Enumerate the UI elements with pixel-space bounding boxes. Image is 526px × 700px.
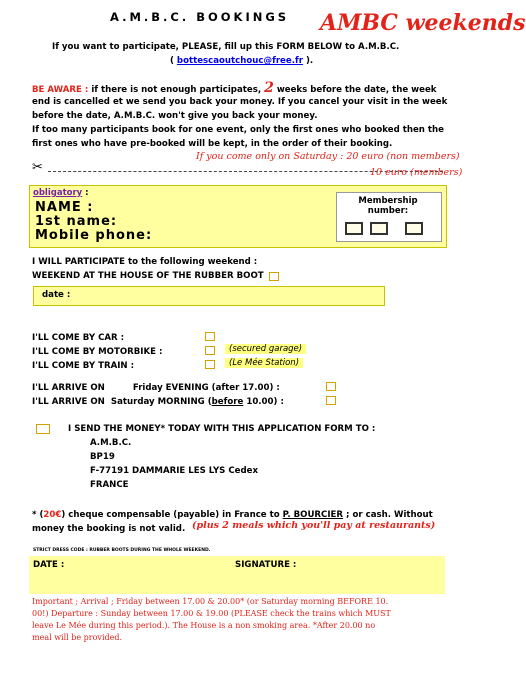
- important-line-4: meal will be provided.: [32, 633, 123, 642]
- motorbike-note: (secured garage): [225, 344, 306, 354]
- signature-field-label[interactable]: SIGNATURE :: [235, 560, 297, 570]
- membership-label: Membership number:: [358, 196, 418, 216]
- car-checkbox[interactable]: [205, 332, 215, 341]
- address-line-2: BP19: [90, 452, 115, 462]
- handwritten-title: AMBC weekends: [320, 10, 526, 36]
- address-line-3: F-77191 DAMMARIE LES LYS Cedex: [90, 466, 259, 476]
- dress-code: STRICT DRESS CODE : RUBBER BOOTS DURING THE WHOLE WEEKEND.: [33, 548, 211, 553]
- notice-line-5: first ones who have pre-booked will be kept, in the order of their booking.: [32, 139, 393, 149]
- date-label: date :: [42, 290, 71, 300]
- notice-line-1: BE AWARE : if there is not enough participates, 2 weeks before the date, the week: [32, 80, 437, 96]
- weekend-label: WEEKEND AT THE HOUSE OF THE RUBBER BOOT: [32, 271, 264, 281]
- date-field[interactable]: [33, 286, 385, 306]
- important-line-2: 00!) Departure : Sunday between 17.00 & 19.00 (PLEASE check the trains which MUST: [32, 609, 391, 618]
- notice-line-4: If too many participants book for one event, only the first ones who booked then the: [32, 125, 444, 135]
- motorbike-checkbox[interactable]: [205, 346, 215, 355]
- membership-digit-3[interactable]: [405, 222, 423, 235]
- payment-line-1: * (20€) cheque compensable (payable) in France to P. BOURCIER ; or cash. Without: [32, 510, 433, 520]
- obligatory-label: obligatory :: [33, 188, 89, 198]
- page-title: A.M.B.C. BOOKINGS: [110, 10, 290, 24]
- weeks-number: 2: [264, 80, 274, 96]
- mobile-phone-field[interactable]: Mobile phone:: [35, 228, 153, 243]
- name-field[interactable]: NAME :: [35, 200, 94, 215]
- arrive-saturday-label: I'LL ARRIVE ON Saturday MORNING (before 10.00) :: [32, 397, 284, 407]
- saturday-checkbox[interactable]: [326, 396, 336, 405]
- price-saturday: If you come only on Saturday : 20 euro (non members): [196, 151, 460, 162]
- train-label: I'LL COME BY TRAIN :: [32, 361, 135, 371]
- car-label: I'LL COME BY CAR :: [32, 333, 125, 343]
- membership-digit-1[interactable]: [345, 222, 363, 235]
- motorbike-label: I'LL COME BY MOTORBIKE :: [32, 347, 163, 357]
- weekend-checkbox[interactable]: [269, 272, 279, 281]
- date-field-label[interactable]: DATE :: [33, 560, 65, 570]
- meals-note: (plus 2 meals which you'll pay at restaurants): [192, 520, 436, 531]
- important-line-1: Important ; Arrival ; Friday between 17.00 & 20.00* (or Saturday morning BEFORE 10.: [32, 597, 389, 606]
- payment-amount: 20€: [43, 510, 62, 520]
- email-link[interactable]: bottescaoutchouc@free.fr: [176, 56, 303, 66]
- train-checkbox[interactable]: [205, 360, 215, 369]
- address-line-1: A.M.B.C.: [90, 438, 132, 448]
- address-line-4: FRANCE: [90, 480, 129, 490]
- first-name-field[interactable]: 1st name:: [35, 214, 118, 229]
- money-checkbox[interactable]: [36, 424, 50, 434]
- money-line: I SEND THE MONEY* TODAY WITH THIS APPLICATION FORM TO :: [68, 424, 376, 434]
- be-aware-label: BE AWARE :: [32, 85, 89, 95]
- notice-line-3: before the date, A.M.B.C. won't give you back your money.: [32, 111, 318, 121]
- train-note: (Le Mée Station): [225, 358, 303, 368]
- scissors-icon: ✂: [32, 160, 43, 175]
- membership-digit-2[interactable]: [370, 222, 388, 235]
- intro-email-line: ( bottescaoutchouc@free.fr ).: [170, 56, 314, 66]
- participate-line: I WILL PARTICIPATE to the following weekend :: [32, 257, 258, 267]
- notice-line-2: end is cancelled et we send you back your money. If you cancel your visit in the week: [32, 97, 448, 107]
- payment-line-2: money the booking is not valid.: [32, 524, 186, 534]
- arrive-friday-label: I'LL ARRIVE ON Friday EVENING (after 17.00) :: [32, 383, 280, 393]
- friday-checkbox[interactable]: [326, 382, 336, 391]
- intro-line: If you want to participate, PLEASE, fill up this FORM BELOW to A.M.B.C.: [52, 42, 400, 52]
- important-line-3: leave Le Mée during this period.). The House is a non smoking area. *After 20.00 no: [32, 621, 376, 630]
- price-members: 10 euro (members): [370, 167, 463, 178]
- payee-name: P. BOURCIER: [282, 510, 344, 520]
